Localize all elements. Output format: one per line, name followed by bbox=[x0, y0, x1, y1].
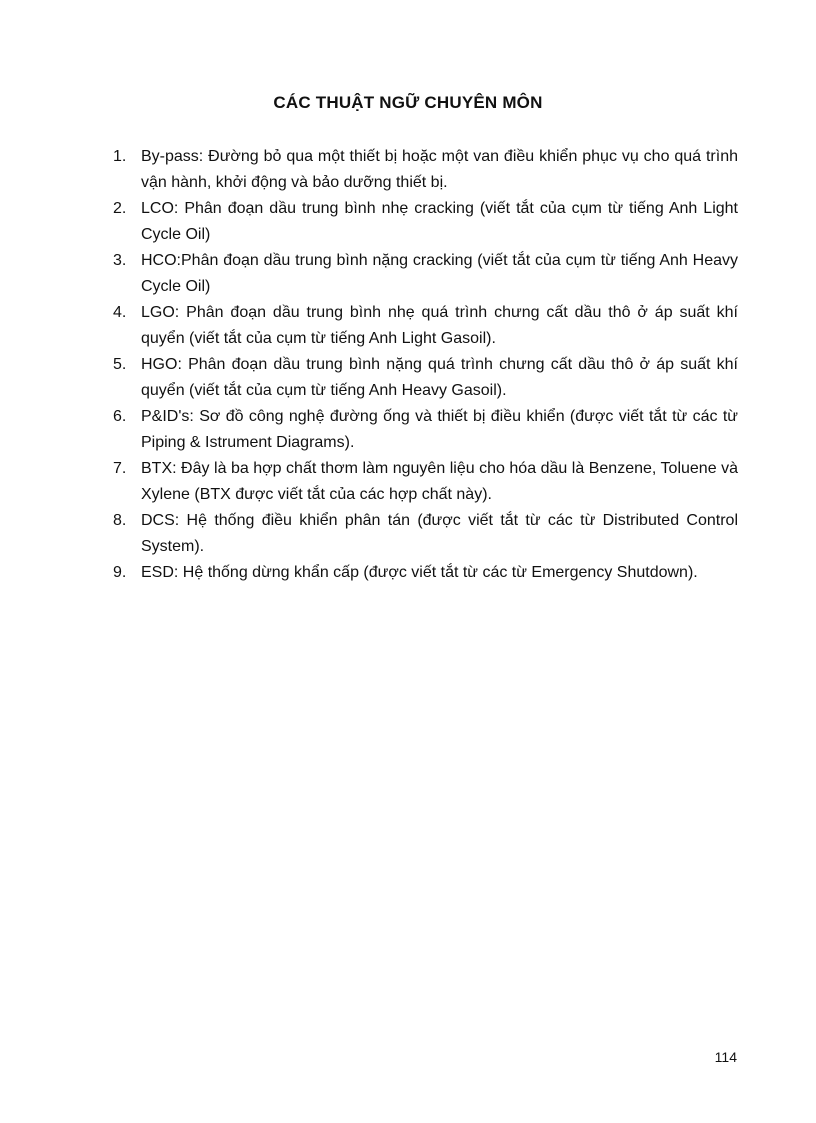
term-number: 7. bbox=[113, 460, 127, 477]
term-text: HCO:Phân đoạn dầu trung bình nặng cracking (viết tắt của cụm từ tiếng Anh Heavy Cycle Oil) bbox=[141, 252, 738, 295]
term-text: LCO: Phân đoạn dầu trung bình nhẹ cracking (viết tắt của cụm từ tiếng Anh Light Cycle Oil) bbox=[141, 200, 738, 243]
page-title: CÁC THUẬT NGỮ CHUYÊN MÔN bbox=[273, 93, 543, 112]
term-text: LGO: Phân đoạn dầu trung bình nhẹ quá trình chưng cất dầu thô ở áp suất khí quyển (viết tắt của cụm từ tiếng Anh Light Gasoil). bbox=[141, 304, 738, 347]
term-item bbox=[113, 300, 738, 352]
term-item bbox=[113, 560, 738, 586]
term-number: 6. bbox=[113, 408, 127, 425]
term-item bbox=[113, 508, 738, 560]
term-number: 5. bbox=[113, 356, 127, 373]
terms-list bbox=[113, 144, 738, 586]
term-number: 8. bbox=[113, 512, 127, 529]
term-text: DCS: Hệ thống điều khiển phân tán (được viết tắt từ các từ Distributed Control System). bbox=[141, 512, 738, 555]
term-item bbox=[113, 144, 738, 196]
term-number: 3. bbox=[113, 252, 127, 269]
term-item bbox=[113, 248, 738, 300]
term-number: 9. bbox=[113, 564, 127, 581]
term-number: 1. bbox=[113, 148, 127, 165]
term-text: ESD: Hệ thống dừng khẩn cấp (được viết tắt từ các từ Emergency Shutdown). bbox=[141, 564, 698, 581]
term-item bbox=[113, 196, 738, 248]
term-number: 2. bbox=[113, 200, 127, 217]
term-item bbox=[113, 404, 738, 456]
term-item bbox=[113, 352, 738, 404]
term-number: 4. bbox=[113, 304, 127, 321]
term-text: BTX: Đây là ba hợp chất thơm làm nguyên liệu cho hóa dầu là Benzene, Toluene và Xylene (BTX được viết tắt của các hợp chất này). bbox=[141, 460, 738, 503]
term-text: HGO: Phân đoạn dầu trung bình nặng quá trình chưng cất dầu thô ở áp suất khí quyển (viết tắt của cụm từ tiếng Anh Heavy Gasoil). bbox=[141, 356, 738, 399]
term-text: By-pass: Đường bỏ qua một thiết bị hoặc một van điều khiển phục vụ cho quá trình vận hành, khởi động và bảo dưỡng thiết bị. bbox=[141, 148, 738, 191]
term-item bbox=[113, 456, 738, 508]
page-number: 114 bbox=[714, 1049, 737, 1065]
term-text: P&ID's: Sơ đồ công nghệ đường ống và thiết bị điều khiển (được viết tắt từ các từ Piping & Istrument Diagrams). bbox=[141, 408, 738, 451]
